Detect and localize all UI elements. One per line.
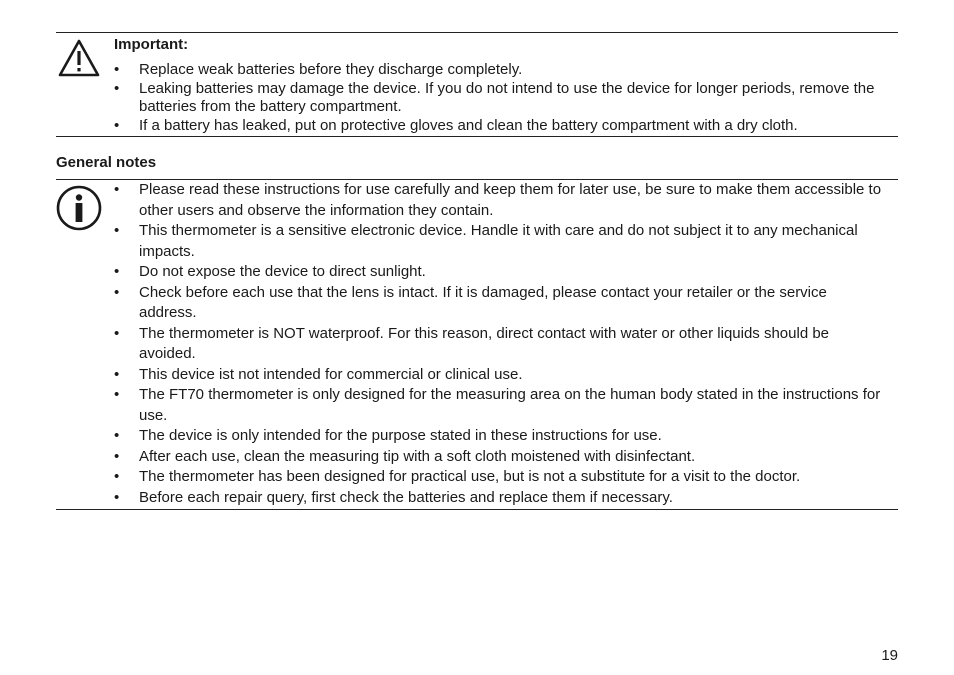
list-item: • Before each repair query, first check the batteries and replace them if necessary.	[114, 488, 886, 509]
warning-triangle-icon	[58, 39, 100, 77]
list-item: • Check before each use that the lens is intact. If it is damaged, please contact your retailer or the service address.	[114, 283, 886, 324]
list-item: • The device is only intended for the purpose stated in these instructions for use.	[114, 426, 886, 447]
page-number: 19	[881, 647, 898, 664]
info-icon	[56, 185, 102, 231]
general-notes-list	[114, 180, 886, 508]
list-item: • Do not expose the device to direct sunlight.	[114, 262, 886, 283]
list-item: • Please read these instructions for use carefully and keep them for later use, be sure to make them accessible to other users and observe the information they contain.	[114, 180, 886, 221]
important-top-rule	[56, 32, 898, 33]
general-bottom-rule	[56, 509, 898, 510]
list-item: • Replace weak batteries before they discharge completely.	[114, 61, 900, 80]
list-item: • If a battery has leaked, put on protective gloves and clean the battery compartment with a dry cloth.	[114, 117, 900, 136]
list-item: • The thermometer is NOT waterproof. For this reason, direct contact with water or other liquids should be avoided.	[114, 324, 886, 365]
list-item: • The FT70 thermometer is only designed for the measuring area on the human body stated in the instructions for use.	[114, 385, 886, 426]
important-heading: Important:	[114, 36, 189, 53]
list-item: • Leaking batteries may damage the device. If you do not intend to use the device for longer periods, remove the batteries from the battery compartment.	[114, 80, 900, 117]
general-notes-heading: General notes	[56, 154, 157, 171]
list-item: • After each use, clean the measuring tip with a soft cloth moistened with disinfectant.	[114, 447, 886, 468]
list-item: • The thermometer has been designed for practical use, but is not a substitute for a visit to the doctor.	[114, 467, 886, 488]
list-item: • This device ist not intended for commercial or clinical use.	[114, 365, 886, 386]
list-item: • This thermometer is a sensitive electronic device. Handle it with care and do not subject it to any mechanical impacts.	[114, 221, 886, 262]
important-bottom-rule	[56, 136, 898, 137]
important-list	[114, 61, 900, 135]
